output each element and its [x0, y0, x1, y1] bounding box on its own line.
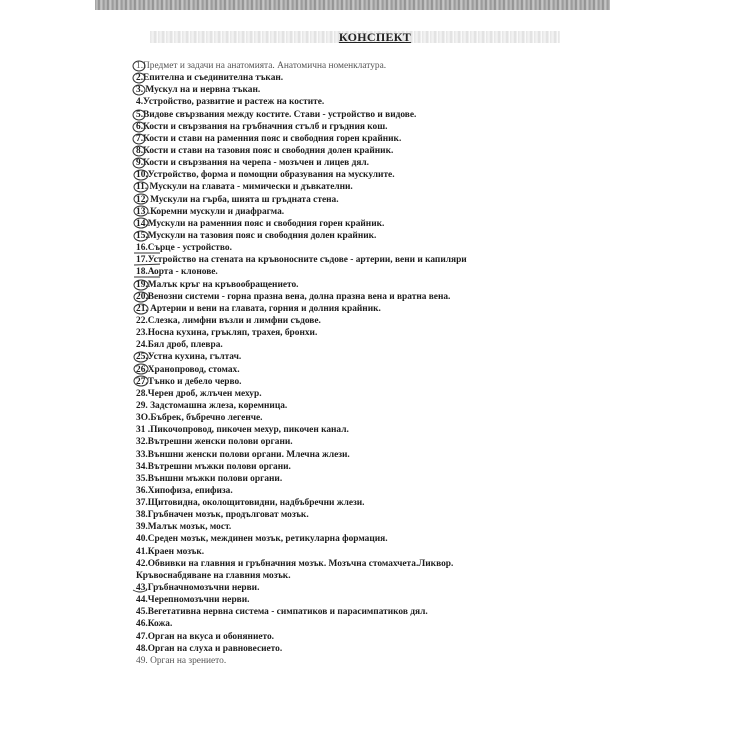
topic-item: 43.Гръбначномозъчни нерви. [136, 583, 260, 594]
topic-item: 4.Устройство, развитие и растеж на костите. [136, 97, 325, 108]
topic-item: 9.Кости и свързвания на черепа - мозъчен и лицев дял. [136, 158, 369, 169]
topic-item: 25.Устна кухина, гълтач. [136, 352, 242, 363]
topic-item: 6.Кости и свързвания на гръбначния стълб и гръдния кош. [136, 121, 388, 132]
topic-item: 16.Сърце - устройство. [136, 243, 232, 254]
topic-item: 15.Мускули на тазовия пояс и свободния долен крайник. [136, 230, 377, 241]
topic-item: 5.Видове свързвания между костите. Стави - устройство и видове. [136, 109, 417, 120]
topic-item: 46.Кожа. [136, 619, 173, 630]
topic-item: 34.Вътрешни мъжки полови органи. [136, 461, 291, 472]
topic-item: 7.Кости и стави на раменния пояс и свободния горен крайник. [136, 133, 402, 144]
topic-item: 26.Хранопровод, стомах. [136, 364, 240, 375]
topic-item: 14.Мускули на раменния пояс и свободния горен крайник. [136, 218, 385, 229]
topic-item: 18.Аорта - клонове. [136, 267, 218, 278]
topic-item: 29. Задстомашна жлеза, коремница. [136, 400, 288, 411]
topic-item: 12. Мускули на гърба, шията ш гръдната стена. [136, 194, 339, 205]
topic-item: 33.Външни женски полови органи. Млечна жлези. [136, 449, 350, 460]
topic-item: 38.Гръбначен мозък, продълговат мозък. [136, 510, 309, 521]
topic-item: 49. Орган на зрението. [136, 655, 227, 666]
topic-item: 11. Мускули на главата - мимически и дъвкателни. [136, 182, 353, 193]
topic-item: 35.Външни мъжки полови органи. [136, 473, 283, 484]
topic-item: 3О.Бъбрек, бъбречно легенче. [136, 413, 263, 424]
topic-item: 41.Краен мозък. [136, 546, 205, 557]
topic-item: 47.Орган на вкуса и обонянието. [136, 631, 275, 642]
scan-top-edge [95, 0, 610, 10]
topic-item: 1.Предмет и задачи на анатомията. Анатомична номенклатура. [136, 61, 387, 71]
topic-item: 32.Вътрешни женски полови органи. [136, 437, 293, 448]
topic-item: 19.Малък кръг на кръвообращението. [136, 279, 299, 290]
topic-item: 36.Хипофиза, епифиза. [136, 485, 233, 496]
topic-item: 31 .Пикочопровод, пикочен мехур, пикочен канал. [136, 425, 349, 436]
topic-item: 23.Носна кухина, гръкляп, трахея, бронхи. [136, 328, 318, 339]
topic-item: 21. Артерии и вени на главата, горния и долния крайник. [136, 303, 381, 314]
topic-item: 10.Устройство, форма и помощни образувания на мускулите. [136, 170, 395, 181]
topic-item: 48.Орган на слуха и равновесието. [136, 643, 283, 654]
topic-item: 17.Устройство на стената на кръвоносните съдове - артерии, вени и капиляри [136, 255, 467, 266]
topic-item: 42.Обвивки на главния и гръбначния мозък. Мозъчна стомахчета.Ликвор. [136, 558, 454, 569]
topic-item: 37.Щитовидна, околощитовидни, надбъбречни жлези. [136, 498, 365, 509]
topic-item: 45.Вегетативна нервна система - симпатиков и парасимпатиков дял. [136, 607, 428, 618]
topic-item: 27.Тънко и дебело черво. [136, 376, 242, 387]
topic-item: 13 .Коремни мускули и диафрагма. [136, 206, 285, 217]
topic-item: 44.Черепномозъчни нерви. [136, 595, 250, 606]
topic-item-continuation: Кръвоснабдяване на главния мозък. [136, 570, 291, 581]
topic-item: 22.Слезка, лимфни възли и лимфни съдове. [136, 315, 321, 326]
topic-list [136, 60, 536, 667]
topic-item: 3. Мускул на и нервна тъкан. [136, 85, 261, 96]
document-title: КОНСПЕКТ [338, 30, 412, 44]
topic-item: 8.Кости и стави на тазовия пояс и свободния долен крайник. [136, 145, 394, 156]
topic-item: 28.Черен дроб, жлъчен мехур. [136, 388, 262, 399]
topic-item: 40.Среден мозък, междинен мозък, ретикуларна формация. [136, 534, 388, 545]
topic-item: 39.Малък мозък, мост. [136, 522, 232, 533]
topic-item: 20.Венозни системи - горна празна вена, долна празна вена и вратна вена. [136, 291, 451, 302]
topic-item: 24.Бял дроб, плевра. [136, 340, 223, 351]
topic-item: 2.Епителна и съединителна тъкан. [136, 73, 284, 84]
